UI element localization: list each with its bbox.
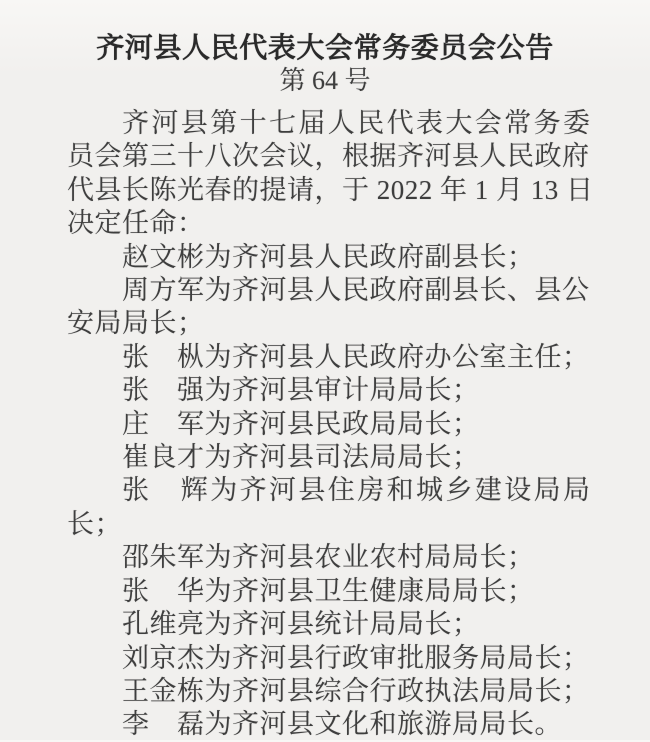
document-number: 第 64 号 [279,66,371,95]
document-line: 刘京杰为齐河县行政审批服务局局长； [122,642,590,673]
document-line: 张 强为齐河县审计局局长； [122,375,480,406]
document-line: 邵朱军为齐河县农业农村局局长； [122,542,535,573]
document-line: 李 磊为齐河县文化和旅游局局长。 [122,709,562,740]
document-line: 赵文彬为齐河县人民政府副县长； [122,241,535,272]
document-body [0,107,650,742]
document-line: 庄 军为齐河县民政局局长； [122,408,480,439]
document-line: 齐河县第十七届人民代表大会常务委 [122,108,593,138]
document-line: 张 辉为齐河县住房和城乡建设局局 [122,475,593,506]
document-line: 崔良才为齐河县司法局局长； [122,442,480,473]
document-title: 齐河县人民代表大会常务委员会公告 [96,33,554,64]
document-line: 长； [67,508,122,539]
document-line: 安局局长； [67,308,205,339]
document-line: 决定任命： [67,208,205,239]
document-line: 张 枞为齐河县人民政府办公室主任； [122,341,590,372]
document-line: 孔维亮为齐河县统计局局长； [122,609,480,640]
document-line: 王金栋为齐河县综合行政执法局局长； [122,675,590,706]
document-line: 周方军为齐河县人民政府副县长、县公 [122,275,590,306]
document-line: 张 华为齐河县卫生健康局局长； [122,575,535,606]
document-line: 代县长陈光春的提请，于 2022 年 1 月 13 日 [67,174,594,205]
document-line: 员会第三十八次会议，根据齐河县人民政府 [67,141,590,172]
